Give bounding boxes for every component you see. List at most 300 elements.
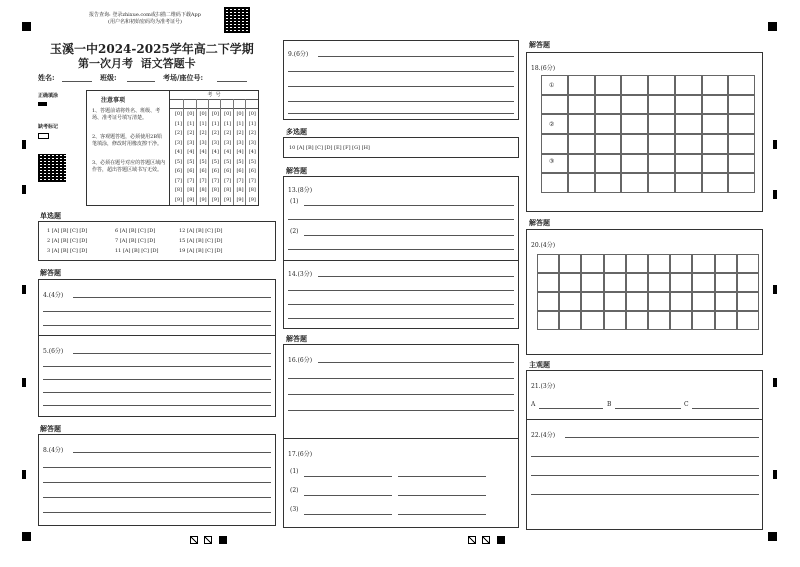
digit-bubble[interactable]: [8] xyxy=(199,187,207,193)
digit-bubble[interactable]: [8] xyxy=(187,187,195,193)
question-22-label: 22.(4分) xyxy=(531,432,556,439)
writing-grid-q20[interactable] xyxy=(537,254,759,330)
grid-cell[interactable] xyxy=(626,292,648,311)
grid-cell[interactable] xyxy=(648,311,670,330)
answer-section-title: 解答题 xyxy=(286,334,307,343)
qr-code-header[interactable] xyxy=(224,7,250,33)
digit-bubble[interactable]: [1] xyxy=(248,120,256,127)
exam-number-col-divider xyxy=(196,99,197,205)
answer-line[interactable] xyxy=(43,392,271,393)
answer-line[interactable] xyxy=(304,476,392,477)
digit-bubble[interactable]: [2] xyxy=(174,130,183,136)
grid-cell[interactable] xyxy=(595,114,622,134)
grid-cell[interactable] xyxy=(670,292,692,311)
answer-line[interactable] xyxy=(615,408,681,409)
digit-bubble[interactable]: [7] xyxy=(187,177,195,184)
digit-bubble[interactable]: [7] xyxy=(236,177,244,184)
answer-line[interactable] xyxy=(288,219,514,220)
digit-bubble[interactable]: [1] xyxy=(211,120,219,127)
digit-bubble[interactable]: [5] xyxy=(199,158,207,165)
question-17-part-3: (3) xyxy=(290,506,299,513)
digit-bubble[interactable]: [3] xyxy=(174,139,183,146)
grid-cell[interactable] xyxy=(692,292,714,311)
absent-mark-box[interactable] xyxy=(38,133,49,139)
grid-cell[interactable] xyxy=(537,292,559,311)
grid-cell[interactable] xyxy=(670,273,692,292)
grid-cell[interactable] xyxy=(541,134,568,154)
grid-cell[interactable] xyxy=(728,173,755,193)
grid-cell[interactable] xyxy=(715,254,737,273)
grid-cell[interactable] xyxy=(568,114,595,134)
grid-cell[interactable] xyxy=(559,273,581,292)
grid-cell[interactable] xyxy=(559,311,581,330)
grid-cell[interactable] xyxy=(581,292,603,311)
exam-number-grid xyxy=(169,90,259,206)
answer-line[interactable] xyxy=(398,476,486,477)
grid-cell[interactable] xyxy=(702,95,729,115)
digit-bubble[interactable]: [9] xyxy=(211,196,219,203)
notice-line-2: (用户名和初始密码均为准考证号) xyxy=(108,19,182,25)
correct-fill-sample xyxy=(38,102,47,106)
page-mark-box xyxy=(468,536,476,544)
timing-mark xyxy=(773,285,777,294)
timing-mark xyxy=(773,378,777,387)
digit-bubble[interactable]: [8] xyxy=(174,187,183,193)
grid-cell[interactable] xyxy=(675,173,702,193)
grid-cell[interactable] xyxy=(728,95,755,115)
exam-number-col-divider xyxy=(245,99,246,205)
notes-box xyxy=(86,90,170,206)
digit-bubble[interactable]: [5] xyxy=(248,158,256,165)
grid-cell[interactable] xyxy=(626,273,648,292)
digit-bubble[interactable]: [2] xyxy=(211,130,219,136)
answer-line[interactable] xyxy=(318,362,514,363)
digit-bubble[interactable]: [6] xyxy=(224,168,232,174)
timing-mark xyxy=(22,378,26,387)
grid-cell[interactable] xyxy=(541,173,568,193)
grid-cell[interactable] xyxy=(626,311,648,330)
grid-cell[interactable] xyxy=(568,134,595,154)
page-mark-box xyxy=(204,536,212,544)
grid-cell[interactable] xyxy=(595,173,622,193)
answer-line[interactable] xyxy=(43,325,271,326)
answer-line[interactable] xyxy=(318,276,514,277)
grid-cell[interactable] xyxy=(595,95,622,115)
digit-bubble[interactable]: [2] xyxy=(199,130,207,136)
choice-row-item[interactable]: 15 [A] [B] [C] [D] xyxy=(179,238,223,244)
grid-cell[interactable] xyxy=(648,134,675,154)
grid-cell[interactable] xyxy=(728,114,755,134)
grid-cell[interactable] xyxy=(675,95,702,115)
answer-line[interactable] xyxy=(73,353,271,354)
answer-line[interactable] xyxy=(531,494,759,495)
grid-cell[interactable] xyxy=(692,254,714,273)
digit-bubble[interactable]: [5] xyxy=(236,158,244,165)
question-divider xyxy=(39,335,275,336)
digit-bubble[interactable]: [9] xyxy=(187,196,195,203)
digit-bubble[interactable]: [1] xyxy=(224,120,232,127)
grid-cell[interactable] xyxy=(702,114,729,134)
timing-mark xyxy=(773,470,777,479)
grid-cell[interactable] xyxy=(568,95,595,115)
note-2: 2、客观题答题，必须使用2B铅笔填涂，修改时用橡皮擦干净。 xyxy=(92,134,163,147)
grid-cell[interactable] xyxy=(648,173,675,193)
digit-bubble[interactable]: [3] xyxy=(236,139,244,146)
digit-bubble[interactable]: [4] xyxy=(236,149,244,155)
digit-bubble[interactable]: [0] xyxy=(224,111,232,117)
answer-line[interactable] xyxy=(43,405,271,406)
answer-line[interactable] xyxy=(539,408,603,409)
answer-line[interactable] xyxy=(288,113,514,114)
grid-cell[interactable] xyxy=(595,134,622,154)
digit-bubble[interactable]: [9] xyxy=(236,196,244,203)
writing-grid-q18[interactable] xyxy=(541,75,755,193)
grid-cell[interactable] xyxy=(581,254,603,273)
answer-line[interactable] xyxy=(288,318,514,319)
grid-cell[interactable] xyxy=(692,273,714,292)
grid-cell[interactable] xyxy=(715,292,737,311)
name-label: 姓名: xyxy=(38,73,55,82)
grid-cell[interactable] xyxy=(581,273,603,292)
digit-bubble[interactable]: [7] xyxy=(224,177,232,184)
exam-title: 第一次月考 语文答题卡 xyxy=(78,57,196,70)
answer-line[interactable] xyxy=(304,235,514,236)
answer-line[interactable] xyxy=(692,408,759,409)
answer-line[interactable] xyxy=(43,379,271,380)
notes-title: 注意事项 xyxy=(101,97,126,104)
answer-section-title: 解答题 xyxy=(40,424,61,433)
digit-bubble[interactable]: [8] xyxy=(211,187,219,193)
answer-box-q9 xyxy=(283,40,519,120)
report-notice xyxy=(70,12,220,26)
grid-cell[interactable] xyxy=(537,311,559,330)
corner-mark-br xyxy=(768,532,777,541)
grid-cell[interactable] xyxy=(626,254,648,273)
answer-line[interactable] xyxy=(304,514,392,515)
digit-bubble[interactable]: [7] xyxy=(174,177,183,184)
digit-bubble[interactable]: [1] xyxy=(174,120,183,127)
choice-row-item[interactable]: 12 [A] [B] [C] [D] xyxy=(179,228,223,234)
grid-cell[interactable] xyxy=(604,292,626,311)
answer-line[interactable] xyxy=(288,304,514,305)
digit-bubble[interactable]: [7] xyxy=(248,177,256,184)
digit-bubble[interactable]: [9] xyxy=(174,196,183,203)
grid-cell[interactable] xyxy=(604,273,626,292)
timing-mark xyxy=(773,190,777,199)
grid-cell[interactable] xyxy=(621,173,648,193)
grid-cell[interactable] xyxy=(702,173,729,193)
question-14-label: 14.(3分) xyxy=(288,271,313,278)
digit-bubble[interactable]: [2] xyxy=(224,130,232,136)
digit-bubble[interactable]: [6] xyxy=(248,168,256,174)
grid-cell[interactable] xyxy=(728,75,755,95)
qr-code-student[interactable] xyxy=(38,154,66,182)
answer-line[interactable] xyxy=(43,482,271,483)
notice-line-1: 报告查询: 登录zhixue.com或扫描二维码下载App xyxy=(89,12,201,18)
grid-cell[interactable] xyxy=(675,134,702,154)
note-1: 1、答题前请将姓名、班级、考场、准考证号填写清楚。 xyxy=(92,108,161,121)
grid-cell[interactable] xyxy=(728,154,755,174)
digit-bubble[interactable]: [0] xyxy=(236,111,244,117)
answer-section-title: 解答题 xyxy=(40,268,61,277)
digit-bubble[interactable]: [3] xyxy=(224,139,232,146)
grid-cell[interactable] xyxy=(648,114,675,134)
answer-section-title: 解答题 xyxy=(529,40,550,49)
answer-line[interactable] xyxy=(43,311,271,312)
answer-line[interactable] xyxy=(304,495,392,496)
page-mark xyxy=(219,536,227,544)
q18-row-3: ③ xyxy=(549,158,555,165)
choice-row-item[interactable]: 2 [A] [B] [C] [D] xyxy=(47,238,88,244)
digit-bubble[interactable]: [4] xyxy=(248,149,256,155)
digit-bubble[interactable]: [6] xyxy=(187,168,195,174)
digit-bubble[interactable]: [8] xyxy=(224,187,232,193)
choice-row-item[interactable]: 11 [A] [B] [C] [D] xyxy=(115,248,159,254)
exam-number-label: 考 号 xyxy=(207,92,221,98)
grid-cell[interactable] xyxy=(728,134,755,154)
grid-cell[interactable] xyxy=(595,154,622,174)
timing-mark xyxy=(22,140,26,149)
grid-cell[interactable] xyxy=(604,311,626,330)
question-5-label: 5.(6分) xyxy=(43,348,64,355)
choice-row-item[interactable]: 7 [A] [B] [C] [D] xyxy=(115,238,156,244)
digit-bubble[interactable]: [5] xyxy=(224,158,232,165)
answer-line[interactable] xyxy=(288,290,514,291)
choice-row-item[interactable]: 6 [A] [B] [C] [D] xyxy=(115,228,156,234)
grid-cell[interactable] xyxy=(648,292,670,311)
answer-line[interactable] xyxy=(43,497,271,498)
digit-bubble[interactable]: [3] xyxy=(187,139,195,146)
grid-cell[interactable] xyxy=(737,273,759,292)
answer-line[interactable] xyxy=(288,86,514,87)
digit-bubble[interactable]: [9] xyxy=(199,196,207,203)
question-17-part-1: (1) xyxy=(290,468,299,475)
grid-cell[interactable] xyxy=(537,254,559,273)
question-divider xyxy=(527,419,762,420)
digit-bubble[interactable]: [0] xyxy=(199,111,207,117)
question-13-part-2: (2) xyxy=(290,228,299,235)
digit-bubble[interactable]: [4] xyxy=(224,149,232,155)
single-choice-title: 单选题 xyxy=(40,211,61,220)
grid-cell[interactable] xyxy=(621,134,648,154)
grid-cell[interactable] xyxy=(568,173,595,193)
grid-cell[interactable] xyxy=(715,311,737,330)
answer-line[interactable] xyxy=(318,56,514,57)
answer-line[interactable] xyxy=(288,394,514,395)
grid-cell[interactable] xyxy=(737,311,759,330)
answer-line[interactable] xyxy=(288,378,514,379)
answer-box-q8 xyxy=(38,434,276,526)
subjective-section-title: 主观题 xyxy=(529,360,550,369)
digit-bubble[interactable]: [4] xyxy=(174,149,183,155)
digit-bubble[interactable]: [0] xyxy=(174,111,183,117)
digit-bubble[interactable]: [2] xyxy=(187,130,195,136)
digit-bubble[interactable]: [0] xyxy=(211,111,219,117)
grid-cell[interactable] xyxy=(568,154,595,174)
answer-box-q16-q17 xyxy=(283,344,519,528)
question-8-label: 8.(4分) xyxy=(43,447,64,454)
digit-bubble[interactable]: [9] xyxy=(224,196,232,203)
corner-mark-tl xyxy=(22,22,31,31)
digit-bubble[interactable]: [4] xyxy=(211,149,219,155)
digit-bubble[interactable]: [2] xyxy=(248,130,256,136)
exam-number-col-divider xyxy=(233,99,234,205)
answer-line[interactable] xyxy=(531,456,759,457)
answer-box-q21-q22 xyxy=(526,370,763,530)
exam-number-col-divider xyxy=(208,99,209,205)
page-mark xyxy=(497,536,505,544)
note-3: 3、必须在题号对应的答题区域内作答，超出答题区域书写无效。 xyxy=(92,160,166,173)
absent-mark-label: 缺考标记 xyxy=(38,124,59,130)
digit-bubble[interactable]: [8] xyxy=(236,187,244,193)
grid-cell[interactable] xyxy=(692,311,714,330)
digit-bubble[interactable]: [3] xyxy=(199,139,207,146)
class-field[interactable] xyxy=(127,81,155,82)
answer-section-title: 解答题 xyxy=(286,166,307,175)
digit-bubble[interactable]: [8] xyxy=(248,187,256,193)
grid-cell[interactable] xyxy=(595,75,622,95)
grid-cell[interactable] xyxy=(737,254,759,273)
choice-row-item[interactable]: 19 [A] [B] [C] [D] xyxy=(179,248,223,254)
multi-choice-title: 多选题 xyxy=(286,127,307,136)
answer-line[interactable] xyxy=(288,410,514,411)
grid-cell[interactable] xyxy=(670,254,692,273)
answer-line[interactable] xyxy=(398,514,486,515)
answer-line[interactable] xyxy=(288,101,514,102)
answer-line[interactable] xyxy=(73,297,271,298)
digit-bubble[interactable]: [0] xyxy=(187,111,195,117)
grid-cell[interactable] xyxy=(702,75,729,95)
digit-bubble[interactable]: [1] xyxy=(236,120,244,127)
digit-bubble[interactable]: [7] xyxy=(211,177,219,184)
grid-cell[interactable] xyxy=(648,75,675,95)
page-mark-box xyxy=(190,536,198,544)
digit-bubble[interactable]: [7] xyxy=(199,177,207,184)
grid-cell[interactable] xyxy=(737,292,759,311)
digit-bubble[interactable]: [2] xyxy=(236,130,244,136)
answer-box-q4-q5 xyxy=(38,279,276,417)
timing-mark xyxy=(22,470,26,479)
grid-cell[interactable] xyxy=(621,75,648,95)
question-divider xyxy=(284,260,518,261)
q18-row-1: ① xyxy=(549,82,555,89)
answer-line[interactable] xyxy=(43,366,271,367)
exam-number-col-divider xyxy=(220,99,221,205)
digit-bubble[interactable]: [6] xyxy=(199,168,207,174)
answer-line[interactable] xyxy=(288,249,514,250)
exam-number-col-divider xyxy=(183,99,184,205)
question-17-label: 17.(6分) xyxy=(288,451,313,458)
digit-bubble[interactable]: [4] xyxy=(199,149,207,155)
digit-bubble[interactable]: [5] xyxy=(187,158,195,165)
choice-row-item[interactable]: 1 [A] [B] [C] [D] xyxy=(47,228,88,234)
answer-box-q20 xyxy=(526,229,763,355)
timing-mark xyxy=(22,185,26,194)
answer-line[interactable] xyxy=(565,437,759,438)
grid-cell[interactable] xyxy=(621,114,648,134)
exam-number-digit-column[interactable] xyxy=(247,110,258,205)
grid-cell[interactable] xyxy=(670,311,692,330)
answer-line[interactable] xyxy=(288,71,514,72)
question-17-part-2: (2) xyxy=(290,487,299,494)
answer-box-q13-q14 xyxy=(283,176,519,329)
grid-cell[interactable] xyxy=(648,254,670,273)
answer-line[interactable] xyxy=(73,452,271,453)
digit-bubble[interactable]: [1] xyxy=(187,120,195,127)
digit-bubble[interactable]: [5] xyxy=(174,158,183,165)
timing-mark xyxy=(22,285,26,294)
grid-cell[interactable] xyxy=(621,154,648,174)
grid-cell[interactable] xyxy=(559,254,581,273)
grid-cell[interactable] xyxy=(621,95,648,115)
grid-cell[interactable] xyxy=(702,154,729,174)
page-mark-box xyxy=(482,536,490,544)
q21-option-b: B xyxy=(607,401,612,408)
question-13-label: 13.(8分) xyxy=(288,187,313,194)
digit-bubble[interactable]: [1] xyxy=(199,120,207,127)
question-16-label: 16.(6分) xyxy=(288,357,313,364)
class-label: 班级: xyxy=(100,73,117,82)
grid-cell[interactable] xyxy=(541,95,568,115)
q21-option-c: C xyxy=(684,401,689,408)
grid-cell[interactable] xyxy=(537,273,559,292)
answer-line[interactable] xyxy=(43,467,271,468)
choice-row-item[interactable]: 3 [A] [B] [C] [D] xyxy=(47,248,88,254)
answer-box-q18 xyxy=(526,52,763,212)
grid-cell[interactable] xyxy=(648,154,675,174)
answer-line[interactable] xyxy=(43,512,271,513)
answer-line[interactable] xyxy=(304,205,514,206)
digit-bubble[interactable]: [6] xyxy=(211,168,219,174)
corner-mark-tr xyxy=(768,22,777,31)
question-divider xyxy=(284,438,518,439)
multi-choice-row[interactable]: 10 [A] [B] [C] [D] [E] [F] [G] [H] xyxy=(289,145,370,151)
digit-bubble[interactable]: [4] xyxy=(187,149,195,155)
question-21-label: 21.(3分) xyxy=(531,383,556,390)
grid-cell[interactable] xyxy=(581,311,603,330)
answer-line[interactable] xyxy=(531,475,759,476)
digit-bubble[interactable]: [6] xyxy=(174,168,183,174)
digit-bubble[interactable]: [0] xyxy=(248,111,256,117)
question-13-part-1: (1) xyxy=(290,198,299,205)
digit-bubble[interactable]: [3] xyxy=(211,139,219,146)
grid-cell[interactable] xyxy=(568,75,595,95)
answer-line[interactable] xyxy=(398,495,486,496)
digit-bubble[interactable]: [3] xyxy=(248,139,256,146)
timing-mark xyxy=(773,140,777,149)
digit-bubble[interactable]: [5] xyxy=(211,158,219,165)
name-field[interactable] xyxy=(62,81,92,82)
correct-fill-label: 正确填涂 xyxy=(38,93,59,99)
digit-bubble[interactable]: [6] xyxy=(236,168,244,174)
grid-cell[interactable] xyxy=(648,95,675,115)
grid-cell[interactable] xyxy=(702,134,729,154)
school-title: 玉溪一中2024-2025学年高二下学期 xyxy=(50,42,254,56)
multi-choice-box xyxy=(283,137,519,158)
seat-field[interactable] xyxy=(217,81,247,82)
question-9-label: 9.(6分) xyxy=(288,51,309,58)
grid-cell[interactable] xyxy=(604,254,626,273)
grid-cell[interactable] xyxy=(675,75,702,95)
digit-bubble[interactable]: [9] xyxy=(248,196,256,203)
question-4-label: 4.(4分) xyxy=(43,292,64,299)
grid-cell[interactable] xyxy=(559,292,581,311)
grid-cell[interactable] xyxy=(675,114,702,134)
q21-option-a: A xyxy=(531,401,536,408)
grid-cell[interactable] xyxy=(715,273,737,292)
grid-cell[interactable] xyxy=(648,273,670,292)
grid-cell[interactable] xyxy=(675,154,702,174)
